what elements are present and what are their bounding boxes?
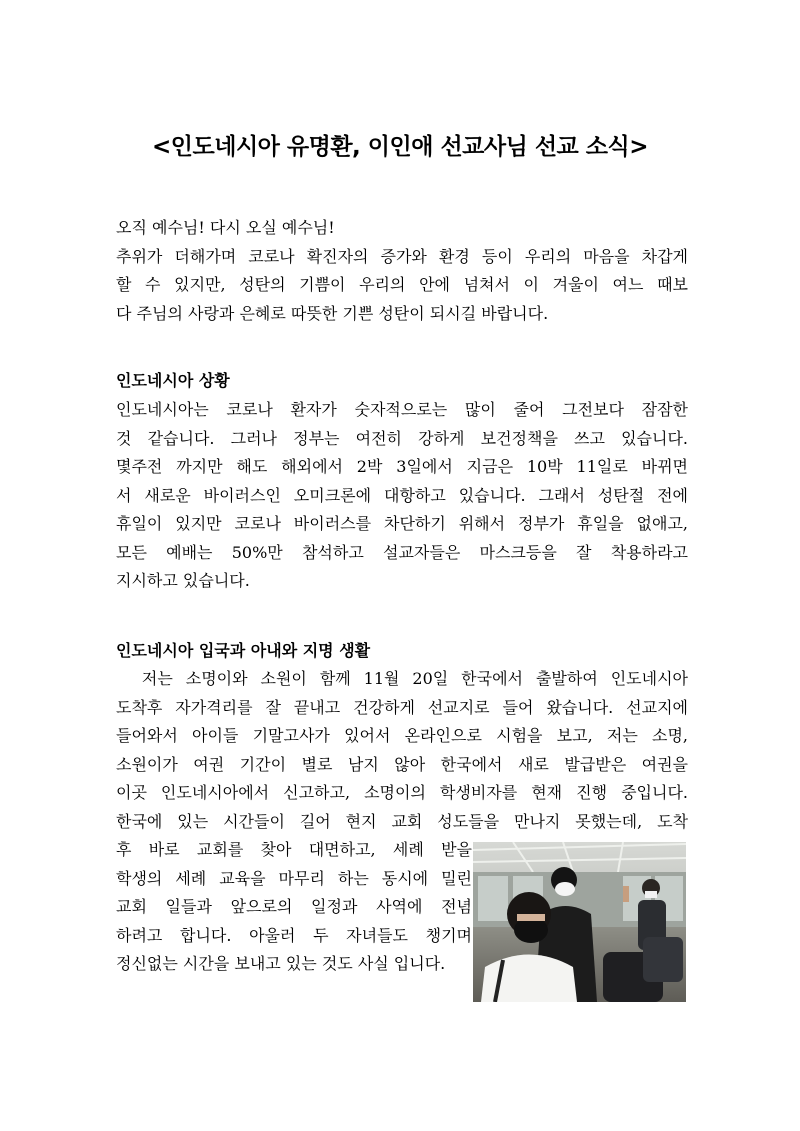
entry-line: 소원이가 여권 기간이 별로 남지 않아 한국에서 새로 발급받은 여권을 [116,754,688,774]
situation-line: 몇주전 까지만 해도 해외에서 2박 3일에서 지금은 10박 11일로 바뀌면 [116,457,688,476]
intro-line: 오직 예수님! 다시 오실 예수님! [116,218,335,237]
situation-line: 것 같습니다. 그러나 정부는 여전히 강하게 보건정책을 쓰고 있습니다. [116,428,688,448]
situation-line: 휴일이 있지만 코로나 바이러스를 차단하기 위해서 정부가 휴일을 없애고, [116,514,688,533]
situation-line: 지시하고 있습니다. [116,571,250,590]
entry-line: 후 바로 교회를 찾아 대면하고, 세례 받을 [116,840,472,859]
family-airport-photo-illustration [473,842,686,1002]
entry-line: 이곳 인도네시아에서 신고하고, 소명이의 학생비자를 현재 진행 중입니다. [116,783,688,802]
intro-line: 할 수 있지만, 성탄의 기쁨이 우리의 안에 넘쳐서 이 겨울이 여느 때보 [116,275,688,294]
section-heading-situation: 인도네시아 상황 [116,371,230,390]
entry-line: 정신없는 시간을 보내고 있는 것도 사실 입니다. [116,954,446,973]
entry-line: 교회 일들과 앞으로의 일정과 사역에 전념 [116,897,472,916]
intro-paragraph [116,214,688,328]
section-heading-entry: 인도네시아 입국과 아내와 지명 생활 [116,641,371,660]
intro-line: 다 주님의 사랑과 은혜로 따뜻한 기쁜 성탄이 되시길 바랍니다. [116,303,549,323]
entry-paragraph [116,665,688,836]
situation-paragraph [116,396,688,596]
entry-line: 들어와서 아이들 기말고사가 있어서 온라인으로 시험을 보고, 저는 소명, [116,726,688,745]
entry-line: 도착후 자가격리를 잘 끝내고 건강하게 선교지로 들어 왔습니다. 선교지에 [116,697,688,717]
entry-line: 하려고 합니다. 아울러 두 자녀들도 챙기며 [116,925,472,945]
entry-line: 한국에 있는 시간들이 길어 현지 교회 성도들을 만나지 못했는데, 도착 [116,811,688,831]
page-title: <인도네시아 유명환, 이인애 선교사님 선교 소식> [152,134,648,160]
intro-line: 추위가 더해가며 코로나 확진자의 증가와 환경 등이 우리의 마음을 차갑게 [116,246,688,266]
situation-line: 모든 예배는 50%만 참석하고 설교자들은 마스크등을 잘 착용하라고 [116,542,688,562]
situation-line: 인도네시아는 코로나 환자가 숫자적으로는 많이 줄어 그전보다 잠잠한 [116,400,688,419]
entry-line: 저는 소명이와 소원이 함께 11월 20일 한국에서 출발하여 인도네시아 [116,669,688,688]
family-airport-photo [473,842,686,1002]
entry-line: 학생의 세례 교육을 마무리 하는 동시에 밀린 [116,868,472,888]
situation-line: 서 새로운 바이러스인 오미크론에 대항하고 있습니다. 그래서 성탄절 전에 [116,485,688,505]
